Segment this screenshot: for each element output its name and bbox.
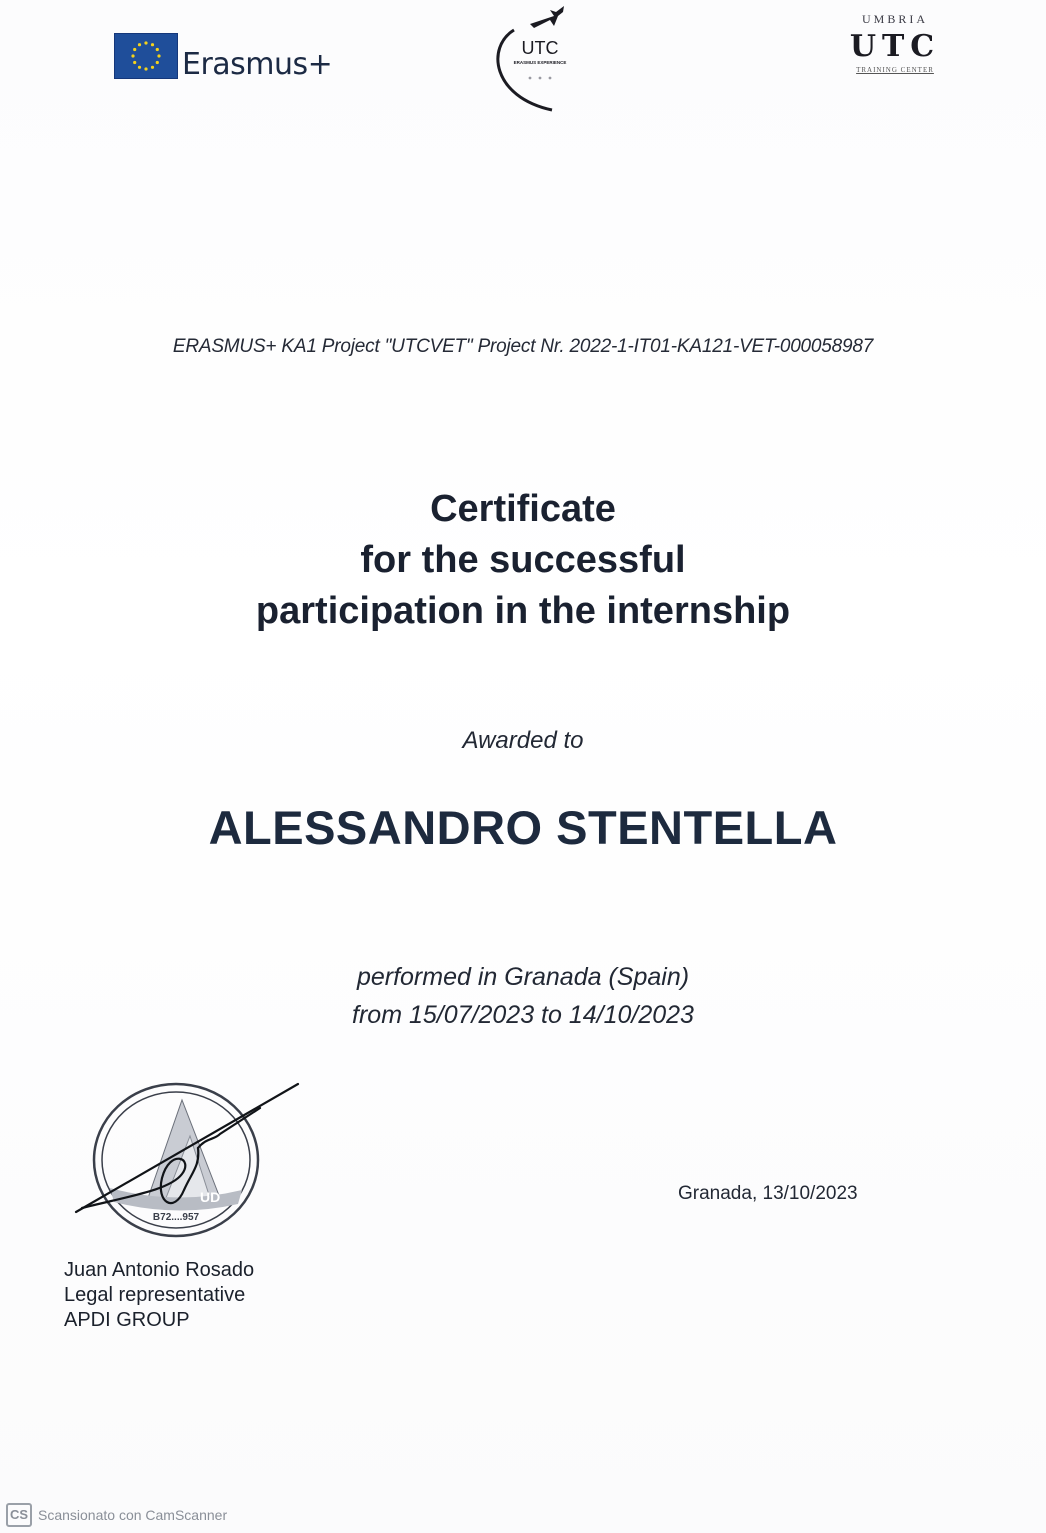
signer-name: Juan Antonio Rosado [64, 1259, 255, 1281]
signer-block [64, 1258, 254, 1333]
signer-role: Legal representative [64, 1284, 246, 1306]
camscanner-text: Scansionato con CamScanner [38, 1507, 228, 1523]
issue-date-place: Granada, 13/10/2023 [678, 1183, 858, 1204]
camscanner-watermark [6, 1503, 227, 1527]
stamp-and-signature [70, 1078, 310, 1238]
utc-right-text: UTC [849, 29, 941, 64]
recipient-name: ALESSANDRO STENTELLA [208, 801, 838, 854]
certificate-title-line: participation in the internship [255, 590, 791, 632]
project-reference: ERASMUS+ KA1 Project "UTCVET" Project Nr. 2022-1-IT01-KA121-VET-000058987 [172, 336, 874, 357]
erasmus-plus-logo [114, 33, 333, 83]
umbria-text: UMBRIA [861, 12, 928, 26]
stamp-ring-text: B72....957 [152, 1212, 200, 1223]
awarded-to-label: Awarded to [462, 727, 584, 754]
certificate-title [0, 484, 1046, 637]
certificate-title-line: Certificate [430, 488, 616, 530]
umbria-utc-logo [845, 12, 945, 92]
signer-organization: APDI GROUP [64, 1309, 190, 1331]
utc-center-subtext: ERASMUS EXPERIENCE [513, 60, 567, 65]
utc-erasmus-experience-logo [484, 2, 594, 112]
internship-location: performed in Granada (Spain) [356, 963, 690, 991]
internship-dates: from 15/07/2023 to 14/10/2023 [352, 1001, 694, 1029]
stamp-inner-text: UD [200, 1189, 221, 1205]
eu-flag-icon [114, 33, 178, 79]
internship-details [0, 958, 1046, 1034]
utc-center-text: UTC [521, 38, 559, 58]
training-center-text: TRAINING CENTER [856, 66, 934, 74]
erasmus-plus-wordmark: Erasmus+ [182, 47, 333, 82]
certificate-title-line: for the successful [360, 539, 686, 581]
camscanner-icon: CS [6, 1503, 32, 1527]
